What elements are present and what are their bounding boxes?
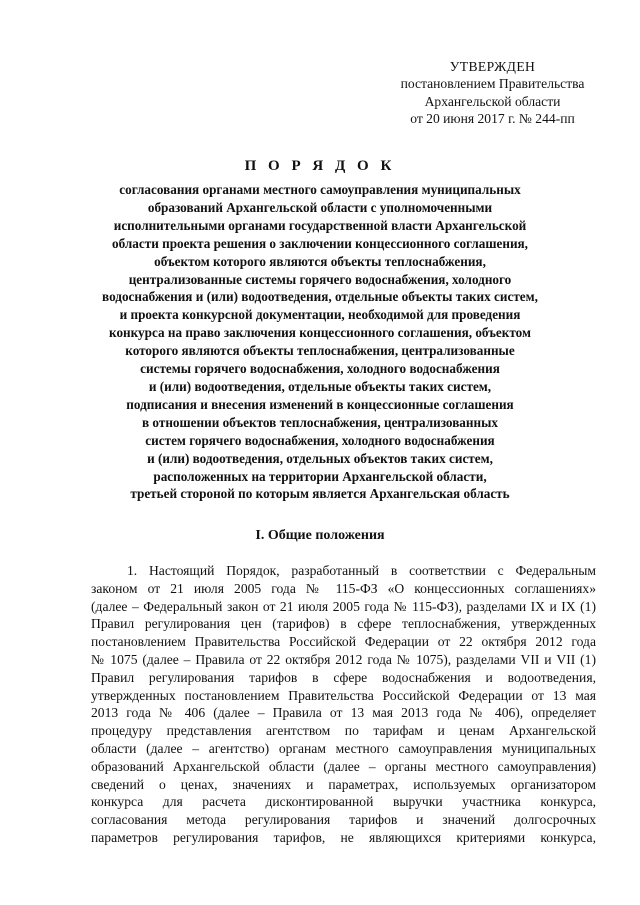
- subtitle-line: которого являются объекты теплоснабжения, централизованные: [125, 343, 515, 359]
- approval-block: [380, 58, 605, 128]
- paragraph-line: (далее – Федеральный закон от 21 июля 2005 года № 115-ФЗ), разделами IX и IX (1): [91, 598, 596, 614]
- subtitle-line: области проекта решения о заключении концессионного соглашения,: [112, 235, 528, 251]
- paragraph-line: 2013 года № 406 (далее – Правила от 13 мая 2013 года № 406), определяет: [91, 705, 596, 721]
- subtitle-line: систем горячего водоснабжения, холодного водоснабжения: [145, 432, 495, 448]
- paragraph-line: согласования метода регулирования тарифов и значений долгосрочных: [91, 812, 596, 828]
- document-title: П О Р Я Д О К: [244, 158, 396, 174]
- paragraph-line: конкурса для расчета дисконтированной выручки участника конкурса,: [91, 794, 596, 810]
- subtitle-line: расположенных на территории Архангельской области,: [153, 468, 487, 484]
- subtitle-line: и (или) водоотведения, отдельные объекты таких систем,: [148, 378, 492, 394]
- paragraph-line: сведений о ценах, значениях и параметрах, используемых организатором: [91, 776, 596, 792]
- subtitle-line: подписания и внесения изменений в концессионные соглашения: [126, 396, 514, 412]
- paragraph-line: процедуру представления агентством по тарифам и ценам Архангельской: [91, 723, 596, 739]
- paragraph-line: Правил регулирования цен (тарифов) в сфере теплоснабжения, утвержденных: [91, 616, 596, 632]
- approval-line-3: от 20 июня 2017 г. № 244-пп: [410, 111, 575, 127]
- subtitle-line: и (или) водоотведения, отдельных объектов таких систем,: [147, 450, 493, 466]
- subtitle-line: исполнительными органами государственной власти Архангельской: [113, 217, 527, 233]
- subtitle-line: в отношении объектов теплоснабжения, централизованных: [142, 414, 498, 430]
- approval-line-2: Архангельской области: [424, 93, 561, 109]
- paragraph-line: утвержденных постановлением Правительства Российской Федерации от 13 мая: [91, 687, 596, 703]
- subtitle-line: водоснабжения и (или) водоотведения, отдельные объекты таких систем,: [102, 289, 538, 305]
- section-heading: I. Общие положения: [255, 528, 385, 543]
- paragraph-line: постановлением Правительства Российской Федерации от 22 октября 2012 года: [91, 634, 596, 650]
- paragraph-line: параметров регулирования тарифов, не являющихся критериями конкурса,: [91, 829, 596, 845]
- paragraph-line: 1. Настоящий Порядок, разработанный в соответствии с Федеральным: [127, 563, 596, 578]
- subtitle-line: системы горячего водоснабжения, холодного водоснабжения: [140, 361, 500, 377]
- subtitle-line: образований Архангельской области с уполномоченными: [147, 199, 493, 215]
- subtitle-line: конкурса на право заключения концессионного соглашения, объектом: [109, 325, 531, 341]
- subtitle-line: третьей стороной по которым является Архангельская область: [130, 486, 510, 502]
- paragraph-line: образований Архангельской области (далее – органы местного самоуправления): [91, 758, 596, 774]
- paragraph-line: законом от 21 июля 2005 года № 115-ФЗ «О концессионных соглашениях»: [91, 580, 596, 596]
- paragraph-line: Правил регулирования тарифов в сфере водоснабжения и водоотведения,: [91, 669, 596, 685]
- subtitle-line: и проекта конкурсной документации, необходимой для проведения: [119, 307, 521, 323]
- approval-line-1: постановлением Правительства: [400, 76, 585, 92]
- paragraph-line: № 1075 (далее – Правила от 22 октября 2012 года № 1075), разделами VII и VII (1): [91, 651, 596, 667]
- approval-stamp: УТВЕРЖДЕН: [449, 59, 536, 74]
- subtitle-line: согласования органами местного самоуправления муниципальных: [119, 182, 521, 197]
- document-subtitle: [70, 181, 570, 503]
- subtitle-line: централизованные системы горячего водоснабжения, холодного: [128, 271, 512, 287]
- subtitle-line: объектом которого являются объекты теплоснабжения,: [154, 253, 486, 269]
- paragraph-1: [91, 562, 596, 847]
- paragraph-line: области (далее – агентство) органам местного самоуправления муниципальных: [91, 740, 596, 756]
